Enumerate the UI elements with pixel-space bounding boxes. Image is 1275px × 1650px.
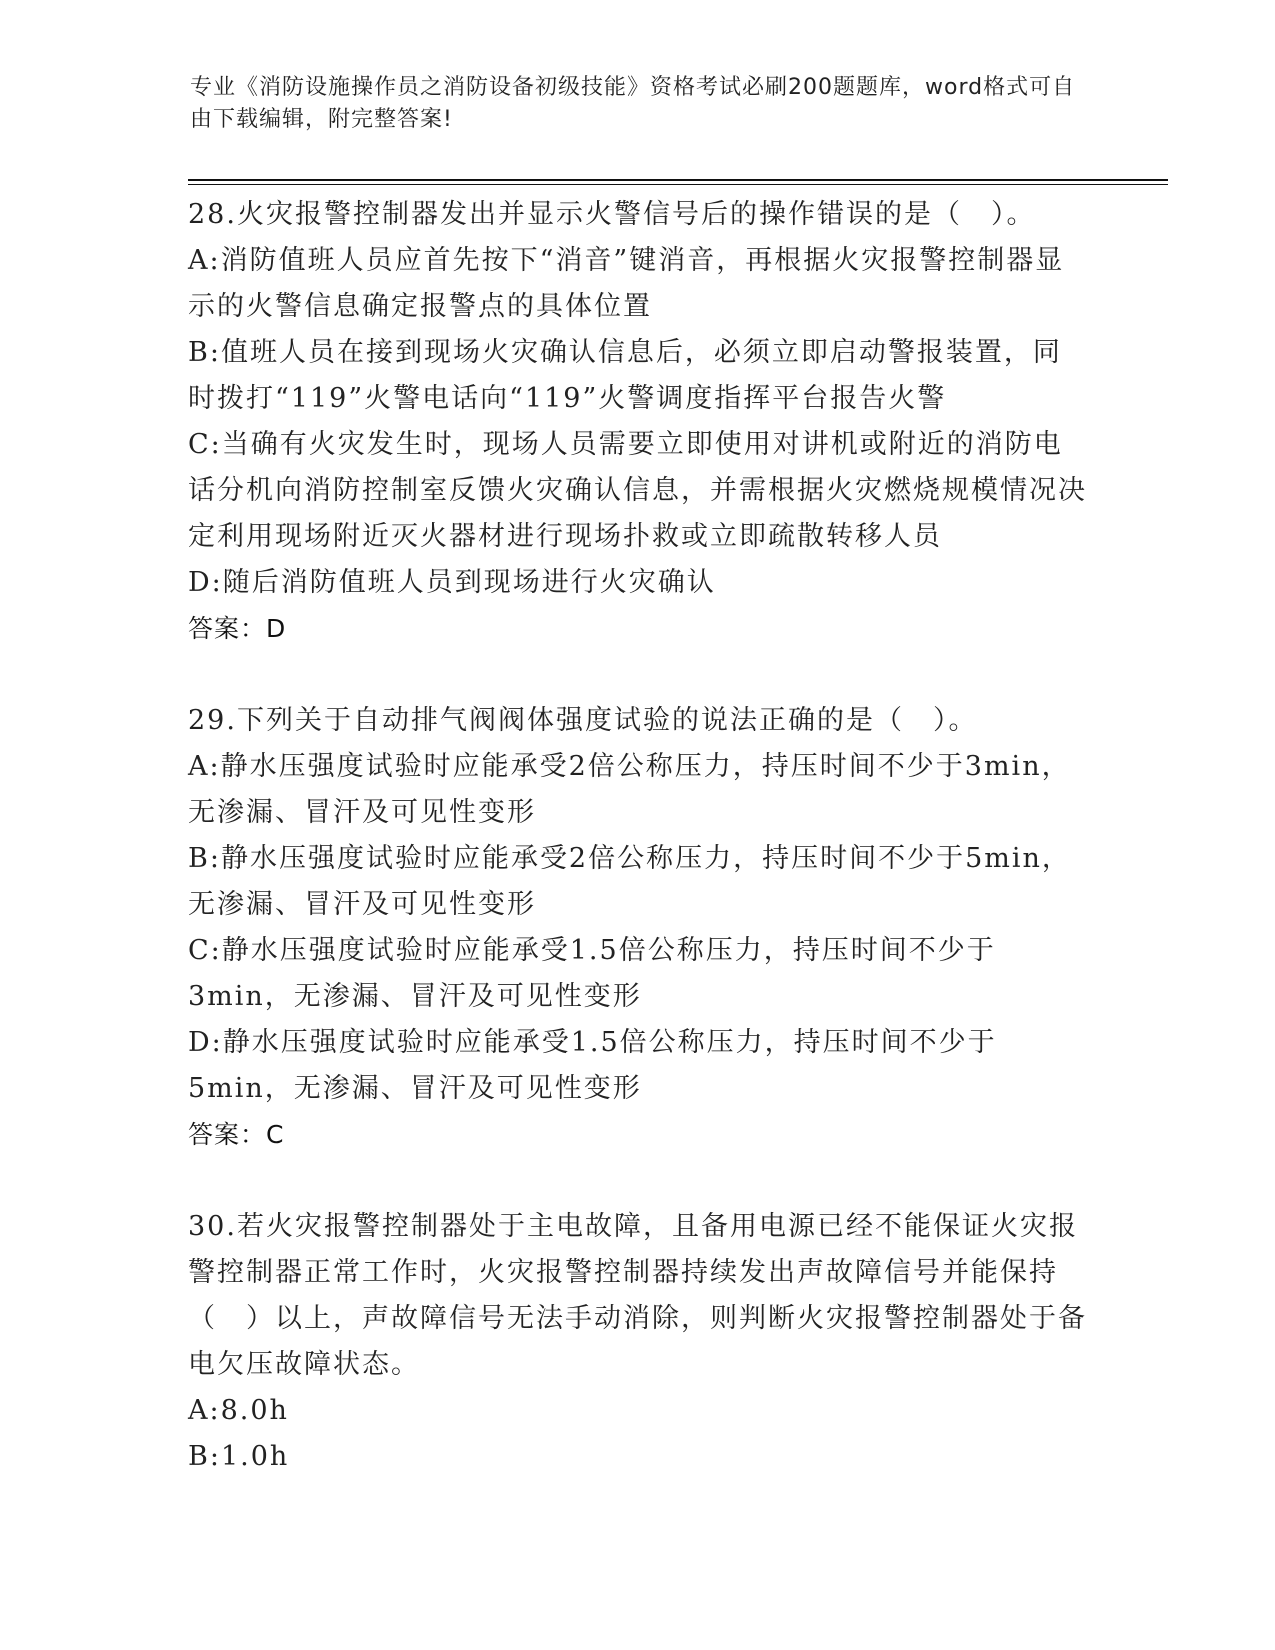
header-divider-thin xyxy=(188,184,1168,185)
question-stem: 30.若火灾报警控制器处于主电故障，且备用电源已经不能保证火灾报警控制器正常工作时，火灾报警控制器持续发出声故障信号并能保持（ ）以上，声故障信号无法手动消除，则判断火灾报警控制器处于备电欠压故障状态。 xyxy=(188,1211,1087,1380)
option-b: B:静水压强度试验时应能承受2倍公称压力，持压时间不少于5min，无渗漏、冒汗及可见性变形 xyxy=(188,843,1071,920)
option-a: A:消防值班人员应首先按下“消音”键消音，再根据火灾报警控制器显示的火警信息确定报警点的具体位置 xyxy=(188,245,1065,322)
option-c: C:静水压强度试验时应能承受1.5倍公称压力，持压时间不少于3min，无渗漏、冒汗及可见性变形 xyxy=(188,935,996,1012)
question-stem: 29.下列关于自动排气阀阀体强度试验的说法正确的是（ ）。 xyxy=(188,705,978,736)
question-list xyxy=(188,192,1088,1526)
question-stem: 28.火灾报警控制器发出并显示火警信号后的操作错误的是（ ）。 xyxy=(188,199,1036,230)
question-28 xyxy=(188,192,1088,652)
header-divider-thick xyxy=(188,179,1168,181)
option-d: D:静水压强度试验时应能承受1.5倍公称压力，持压时间不少于5min，无渗漏、冒汗及可见性变形 xyxy=(188,1027,997,1104)
option-b: B:值班人员在接到现场火灾确认信息后，必须立即启动警报装置，同时拨打“119”火警电话向“119”火警调度指挥平台报告火警 xyxy=(188,337,1062,414)
option-a: A:静水压强度试验时应能承受2倍公称压力，持压时间不少于3min，无渗漏、冒汗及可见性变形 xyxy=(188,751,1071,828)
option-d: D:随后消防值班人员到现场进行火灾确认 xyxy=(188,567,716,598)
answer-line: 答案：C xyxy=(188,1120,285,1149)
answer-line: 答案：D xyxy=(188,614,287,643)
option-c: C:当确有火灾发生时，现场人员需要立即使用对讲机或附近的消防电话分机向消防控制室反馈火灾确认信息，并需根据火灾燃烧规模情况决定利用现场附近灭火器材进行现场扑救或立即疏散转移人员 xyxy=(188,429,1087,552)
question-30 xyxy=(188,1204,1088,1480)
page-header: 专业《消防设施操作员之消防设备初级技能》资格考试必刷200题题库，word格式可自由下载编辑，附完整答案! xyxy=(190,75,1076,132)
option-b: B:1.0h xyxy=(188,1441,290,1472)
question-29 xyxy=(188,698,1088,1158)
option-a: A:8.0h xyxy=(188,1395,289,1426)
